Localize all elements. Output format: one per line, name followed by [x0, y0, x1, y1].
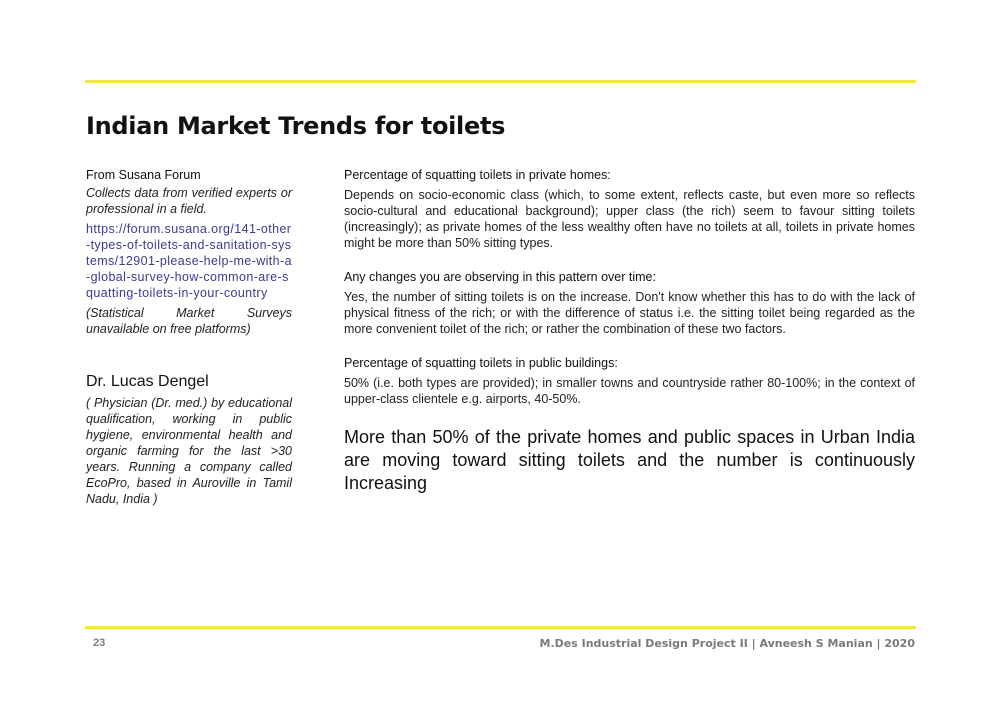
source-link[interactable]: https://forum.susana.org/141-other-types-of-toilets-and-sanitation-systems/12901-please-help-me-with-a-global-survey-how-common-are-squatting-toilets-in-your-country: [86, 222, 292, 300]
section-heading: Any changes you are observing in this pattern over time:: [344, 270, 656, 284]
top-divider: [85, 80, 916, 83]
expert-bio: ( Physician (Dr. med.) by educational qualification, working in public hygiene, environmental health and organic farming for the last >30 years. Running a company called EcoPro, based in Auroville in Tamil Nadu, India ): [86, 396, 292, 506]
left-column: [86, 168, 292, 507]
section-heading: Percentage of squatting toilets in private homes:: [344, 168, 611, 182]
page-number: 23: [93, 637, 106, 649]
section-body: Yes, the number of sitting toilets is on the increase. Don't know whether this has to do with the lack of physical fitness of the rich; or with the difference of status i.e. the sitting toilet being regarded as the more convenient toilet of the rich; or rather the combination of these two factors.: [344, 290, 915, 336]
section-body: 50% (i.e. both types are provided); in smaller towns and countryside rather 80-100%; in the context of upper-class clientele e.g. airports, 40-50%.: [344, 376, 915, 406]
footer-credit: M.Des Industrial Design Project II | Avneesh S Manian | 2020: [539, 637, 915, 650]
section-heading: Percentage of squatting toilets in public buildings:: [344, 356, 618, 370]
page-title: Indian Market Trends for toilets: [86, 112, 506, 140]
bottom-divider: [85, 626, 916, 629]
source-label: From Susana Forum: [86, 168, 201, 182]
conclusion-statement: More than 50% of the private homes and public spaces in Urban India are moving toward sitting toilets and the number is continuously Increasing: [344, 427, 915, 493]
section-changes-over-time: [344, 270, 915, 337]
section-private-homes: [344, 168, 915, 251]
section-body: Depends on socio-economic class (which, to some extent, reflects caste, but even more so reflects socio-cultural and educational background); upper class (the rich) seem to favour sitting toilets (increasingly); as private homes of the less wealthy often have no toilets at all, toilets in private homes might be more than 50% sitting types.: [344, 188, 915, 250]
expert-name: Dr. Lucas Dengel: [86, 373, 209, 390]
section-public-buildings: [344, 356, 915, 407]
right-column: [344, 168, 915, 495]
survey-note: (Statistical Market Surveys unavailable on free platforms): [86, 306, 292, 336]
source-description: Collects data from verified experts or professional in a field.: [86, 186, 292, 216]
